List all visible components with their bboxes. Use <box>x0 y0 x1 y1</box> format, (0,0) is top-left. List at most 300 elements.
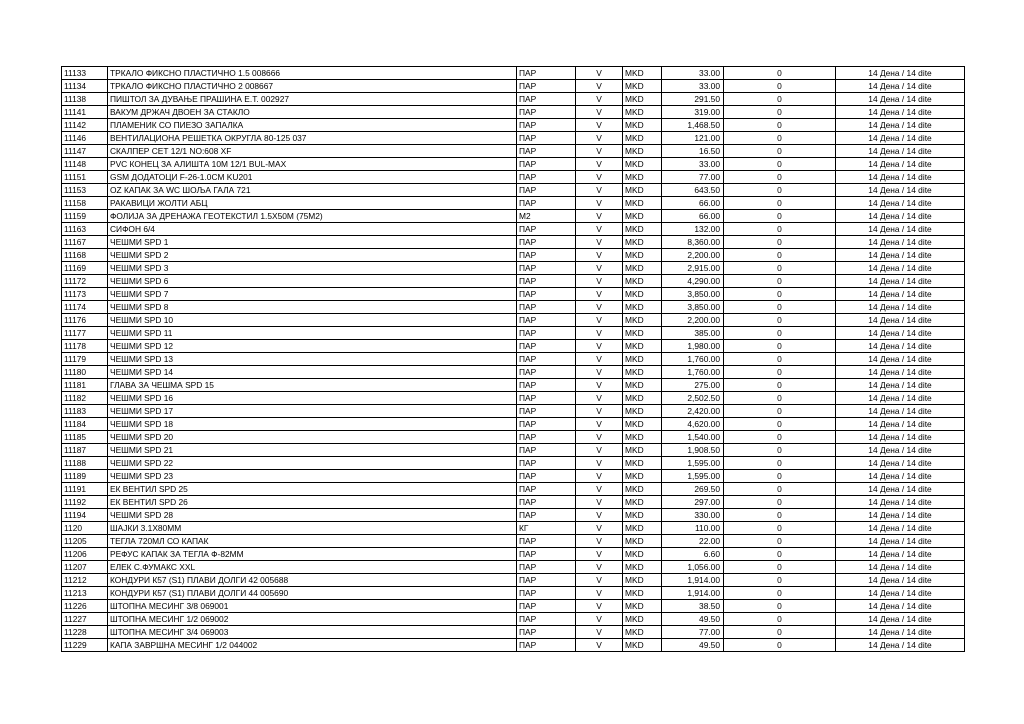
item-code-cell: 11229 <box>62 639 108 652</box>
delivery-term-cell: 14 Дена / 14 dite <box>836 561 965 574</box>
currency-cell: MKD <box>623 548 662 561</box>
currency-cell: MKD <box>623 379 662 392</box>
delivery-term-cell: 14 Дена / 14 dite <box>836 236 965 249</box>
table-row <box>62 236 965 249</box>
item-name-cell: КАПА ЗАВРШНА МЕСИНГ 1/2 044002 <box>108 639 517 652</box>
table-row <box>62 613 965 626</box>
currency-cell: MKD <box>623 288 662 301</box>
v-cell: V <box>576 639 623 652</box>
item-name-cell: ПИШТОЛ ЗА ДУВАЊЕ ПРАШИНА Е.Т. 002927 <box>108 93 517 106</box>
price-cell: 2,502.50 <box>662 392 724 405</box>
unit-cell: ПАР <box>517 496 576 509</box>
table-row <box>62 561 965 574</box>
item-code-cell: 11205 <box>62 535 108 548</box>
table-row <box>62 574 965 587</box>
quantity-cell: 0 <box>724 548 836 561</box>
quantity-cell: 0 <box>724 496 836 509</box>
price-cell: 2,200.00 <box>662 249 724 262</box>
item-name-cell: PVC КОНЕЦ ЗА АЛИШТА 10М 12/1 BUL-MAX <box>108 158 517 171</box>
price-cell: 33.00 <box>662 67 724 80</box>
price-cell: 297.00 <box>662 496 724 509</box>
quantity-cell: 0 <box>724 405 836 418</box>
delivery-term-cell: 14 Дена / 14 dite <box>836 106 965 119</box>
currency-cell: MKD <box>623 587 662 600</box>
v-cell: V <box>576 314 623 327</box>
quantity-cell: 0 <box>724 340 836 353</box>
item-code-cell: 11183 <box>62 405 108 418</box>
table-row <box>62 119 965 132</box>
delivery-term-cell: 14 Дена / 14 dite <box>836 353 965 366</box>
item-code-cell: 11172 <box>62 275 108 288</box>
price-cell: 3,850.00 <box>662 288 724 301</box>
v-cell: V <box>576 379 623 392</box>
delivery-term-cell: 14 Дена / 14 dite <box>836 639 965 652</box>
item-code-cell: 11148 <box>62 158 108 171</box>
currency-cell: MKD <box>623 639 662 652</box>
item-name-cell: ЧЕШМИ SPD 23 <box>108 470 517 483</box>
v-cell: V <box>576 470 623 483</box>
currency-cell: MKD <box>623 431 662 444</box>
unit-cell: ПАР <box>517 353 576 366</box>
v-cell: V <box>576 223 623 236</box>
delivery-term-cell: 14 Дена / 14 dite <box>836 574 965 587</box>
item-code-cell: 11151 <box>62 171 108 184</box>
quantity-cell: 0 <box>724 171 836 184</box>
price-cell: 77.00 <box>662 626 724 639</box>
unit-cell: ПАР <box>517 483 576 496</box>
currency-cell: MKD <box>623 249 662 262</box>
delivery-term-cell: 14 Дена / 14 dite <box>836 197 965 210</box>
item-name-cell: СИФОН 6/4 <box>108 223 517 236</box>
currency-cell: MKD <box>623 197 662 210</box>
item-name-cell: ЕЛЕК С.ФУМАКС XXL <box>108 561 517 574</box>
item-name-cell: ЧЕШМИ SPD 28 <box>108 509 517 522</box>
price-cell: 1,468.50 <box>662 119 724 132</box>
item-name-cell: ЧЕШМИ SPD 22 <box>108 457 517 470</box>
item-code-cell: 11138 <box>62 93 108 106</box>
quantity-cell: 0 <box>724 119 836 132</box>
item-code-cell: 11192 <box>62 496 108 509</box>
price-cell: 1,908.50 <box>662 444 724 457</box>
delivery-term-cell: 14 Дена / 14 dite <box>836 288 965 301</box>
table-row <box>62 314 965 327</box>
item-code-cell: 11169 <box>62 262 108 275</box>
item-name-cell: ЧЕШМИ SPD 14 <box>108 366 517 379</box>
v-cell: V <box>576 262 623 275</box>
price-cell: 1,914.00 <box>662 587 724 600</box>
unit-cell: ПАР <box>517 509 576 522</box>
unit-cell: ПАР <box>517 600 576 613</box>
unit-cell: M2 <box>517 210 576 223</box>
v-cell: V <box>576 600 623 613</box>
table-row <box>62 587 965 600</box>
quantity-cell: 0 <box>724 600 836 613</box>
table-row <box>62 418 965 431</box>
item-code-cell: 11184 <box>62 418 108 431</box>
currency-cell: MKD <box>623 262 662 275</box>
item-code-cell: 11179 <box>62 353 108 366</box>
item-code-cell: 11188 <box>62 457 108 470</box>
unit-cell: ПАР <box>517 288 576 301</box>
unit-cell: ПАР <box>517 262 576 275</box>
currency-cell: MKD <box>623 223 662 236</box>
quantity-cell: 0 <box>724 262 836 275</box>
currency-cell: MKD <box>623 314 662 327</box>
table-row <box>62 80 965 93</box>
delivery-term-cell: 14 Дена / 14 dite <box>836 327 965 340</box>
delivery-term-cell: 14 Дена / 14 dite <box>836 522 965 535</box>
delivery-term-cell: 14 Дена / 14 dite <box>836 249 965 262</box>
unit-cell: ПАР <box>517 184 576 197</box>
item-name-cell: ПЛАМЕНИК СО ПИЕЗО ЗАПАЛКА <box>108 119 517 132</box>
unit-cell: ПАР <box>517 639 576 652</box>
item-code-cell: 11168 <box>62 249 108 262</box>
table-row <box>62 262 965 275</box>
price-cell: 1,056.00 <box>662 561 724 574</box>
quantity-cell: 0 <box>724 67 836 80</box>
currency-cell: MKD <box>623 470 662 483</box>
quantity-cell: 0 <box>724 561 836 574</box>
v-cell: V <box>576 574 623 587</box>
item-code-cell: 11142 <box>62 119 108 132</box>
item-name-cell: СКАЛПЕР СЕТ 12/1 NO:608 XF <box>108 145 517 158</box>
v-cell: V <box>576 353 623 366</box>
price-cell: 110.00 <box>662 522 724 535</box>
table-row <box>62 431 965 444</box>
delivery-term-cell: 14 Дена / 14 dite <box>836 314 965 327</box>
item-code-cell: 11147 <box>62 145 108 158</box>
quantity-cell: 0 <box>724 431 836 444</box>
table-row <box>62 366 965 379</box>
table-body <box>62 67 965 652</box>
item-code-cell: 11187 <box>62 444 108 457</box>
delivery-term-cell: 14 Дена / 14 dite <box>836 171 965 184</box>
delivery-term-cell: 14 Дена / 14 dite <box>836 275 965 288</box>
v-cell: V <box>576 288 623 301</box>
price-cell: 1,980.00 <box>662 340 724 353</box>
unit-cell: ПАР <box>517 613 576 626</box>
table-row <box>62 379 965 392</box>
table-row <box>62 392 965 405</box>
delivery-term-cell: 14 Дена / 14 dite <box>836 80 965 93</box>
quantity-cell: 0 <box>724 275 836 288</box>
v-cell: V <box>576 327 623 340</box>
currency-cell: MKD <box>623 236 662 249</box>
quantity-cell: 0 <box>724 392 836 405</box>
table-row <box>62 470 965 483</box>
delivery-term-cell: 14 Дена / 14 dite <box>836 509 965 522</box>
v-cell: V <box>576 587 623 600</box>
price-cell: 269.50 <box>662 483 724 496</box>
delivery-term-cell: 14 Дена / 14 dite <box>836 483 965 496</box>
currency-cell: MKD <box>623 444 662 457</box>
unit-cell: ПАР <box>517 366 576 379</box>
delivery-term-cell: 14 Дена / 14 dite <box>836 145 965 158</box>
item-name-cell: КОНДУРИ К57 (S1) ПЛАВИ ДОЛГИ 44 005690 <box>108 587 517 600</box>
item-name-cell: ЧЕШМИ SPD 6 <box>108 275 517 288</box>
table-row <box>62 496 965 509</box>
delivery-term-cell: 14 Дена / 14 dite <box>836 626 965 639</box>
v-cell: V <box>576 561 623 574</box>
price-cell: 2,420.00 <box>662 405 724 418</box>
item-code-cell: 11189 <box>62 470 108 483</box>
item-name-cell: ШТОПНА МЕСИНГ 1/2 069002 <box>108 613 517 626</box>
item-code-cell: 11227 <box>62 613 108 626</box>
quantity-cell: 0 <box>724 301 836 314</box>
quantity-cell: 0 <box>724 470 836 483</box>
item-name-cell: ТРКАЛО ФИКСНО ПЛАСТИЧНО 1.5 008666 <box>108 67 517 80</box>
unit-cell: ПАР <box>517 548 576 561</box>
item-code-cell: 11212 <box>62 574 108 587</box>
quantity-cell: 0 <box>724 236 836 249</box>
table-row <box>62 171 965 184</box>
delivery-term-cell: 14 Дена / 14 dite <box>836 457 965 470</box>
v-cell: V <box>576 522 623 535</box>
delivery-term-cell: 14 Дена / 14 dite <box>836 340 965 353</box>
item-code-cell: 11158 <box>62 197 108 210</box>
quantity-cell: 0 <box>724 457 836 470</box>
delivery-term-cell: 14 Дена / 14 dite <box>836 301 965 314</box>
item-name-cell: ЧЕШМИ SPD 11 <box>108 327 517 340</box>
unit-cell: ПАР <box>517 67 576 80</box>
delivery-term-cell: 14 Дена / 14 dite <box>836 262 965 275</box>
unit-cell: ПАР <box>517 223 576 236</box>
v-cell: V <box>576 171 623 184</box>
price-cell: 38.50 <box>662 600 724 613</box>
table-row <box>62 67 965 80</box>
item-code-cell: 11191 <box>62 483 108 496</box>
item-code-cell: 11194 <box>62 509 108 522</box>
currency-cell: MKD <box>623 509 662 522</box>
table-row <box>62 197 965 210</box>
item-code-cell: 11182 <box>62 392 108 405</box>
item-code-cell: 11141 <box>62 106 108 119</box>
currency-cell: MKD <box>623 93 662 106</box>
item-code-cell: 11173 <box>62 288 108 301</box>
currency-cell: MKD <box>623 145 662 158</box>
quantity-cell: 0 <box>724 535 836 548</box>
item-name-cell: GSM ДОДАТОЦИ F-26-1.0CM KU201 <box>108 171 517 184</box>
price-cell: 385.00 <box>662 327 724 340</box>
price-cell: 4,290.00 <box>662 275 724 288</box>
item-code-cell: 11180 <box>62 366 108 379</box>
delivery-term-cell: 14 Дена / 14 dite <box>836 418 965 431</box>
currency-cell: MKD <box>623 418 662 431</box>
item-code-cell: 1120 <box>62 522 108 535</box>
item-code-cell: 11163 <box>62 223 108 236</box>
item-name-cell: ЧЕШМИ SPD 17 <box>108 405 517 418</box>
item-code-cell: 11178 <box>62 340 108 353</box>
currency-cell: MKD <box>623 353 662 366</box>
delivery-term-cell: 14 Дена / 14 dite <box>836 379 965 392</box>
quantity-cell: 0 <box>724 418 836 431</box>
table-row <box>62 535 965 548</box>
v-cell: V <box>576 249 623 262</box>
delivery-term-cell: 14 Дена / 14 dite <box>836 158 965 171</box>
table-row <box>62 249 965 262</box>
table-row <box>62 340 965 353</box>
delivery-term-cell: 14 Дена / 14 dite <box>836 444 965 457</box>
table-row <box>62 626 965 639</box>
price-cell: 1,760.00 <box>662 366 724 379</box>
price-cell: 1,595.00 <box>662 470 724 483</box>
delivery-term-cell: 14 Дена / 14 dite <box>836 431 965 444</box>
item-code-cell: 11206 <box>62 548 108 561</box>
v-cell: V <box>576 197 623 210</box>
unit-cell: ПАР <box>517 626 576 639</box>
delivery-term-cell: 14 Дена / 14 dite <box>836 223 965 236</box>
quantity-cell: 0 <box>724 379 836 392</box>
v-cell: V <box>576 431 623 444</box>
item-name-cell: ЧЕШМИ SPD 12 <box>108 340 517 353</box>
price-cell: 121.00 <box>662 132 724 145</box>
item-name-cell: ЧЕШМИ SPD 21 <box>108 444 517 457</box>
quantity-cell: 0 <box>724 80 836 93</box>
unit-cell: ПАР <box>517 535 576 548</box>
unit-cell: ПАР <box>517 457 576 470</box>
unit-cell: ПАР <box>517 171 576 184</box>
price-cell: 3,850.00 <box>662 301 724 314</box>
item-name-cell: OZ КАПАК ЗА WC ШОЉА ГАЛА 721 <box>108 184 517 197</box>
unit-cell: ПАР <box>517 470 576 483</box>
price-cell: 2,915.00 <box>662 262 724 275</box>
price-cell: 8,360.00 <box>662 236 724 249</box>
item-code-cell: 11159 <box>62 210 108 223</box>
v-cell: V <box>576 184 623 197</box>
quantity-cell: 0 <box>724 522 836 535</box>
item-name-cell: ЧЕШМИ SPD 18 <box>108 418 517 431</box>
table-row <box>62 405 965 418</box>
v-cell: V <box>576 392 623 405</box>
price-cell: 1,760.00 <box>662 353 724 366</box>
unit-cell: ПАР <box>517 197 576 210</box>
currency-cell: MKD <box>623 327 662 340</box>
item-code-cell: 11177 <box>62 327 108 340</box>
table-row <box>62 483 965 496</box>
unit-cell: ПАР <box>517 444 576 457</box>
price-cell: 2,200.00 <box>662 314 724 327</box>
currency-cell: MKD <box>623 210 662 223</box>
v-cell: V <box>576 405 623 418</box>
currency-cell: MKD <box>623 106 662 119</box>
item-code-cell: 11213 <box>62 587 108 600</box>
price-cell: 1,540.00 <box>662 431 724 444</box>
table-row <box>62 145 965 158</box>
currency-cell: MKD <box>623 275 662 288</box>
v-cell: V <box>576 535 623 548</box>
item-name-cell: ТЕГЛА 720МЛ СО КАПАК <box>108 535 517 548</box>
quantity-cell: 0 <box>724 587 836 600</box>
delivery-term-cell: 14 Дена / 14 dite <box>836 496 965 509</box>
unit-cell: ПАР <box>517 340 576 353</box>
item-code-cell: 11228 <box>62 626 108 639</box>
price-cell: 1,595.00 <box>662 457 724 470</box>
item-code-cell: 11133 <box>62 67 108 80</box>
currency-cell: MKD <box>623 561 662 574</box>
v-cell: V <box>576 457 623 470</box>
table-row <box>62 639 965 652</box>
unit-cell: ПАР <box>517 392 576 405</box>
delivery-term-cell: 14 Дена / 14 dite <box>836 405 965 418</box>
table-row <box>62 223 965 236</box>
price-cell: 33.00 <box>662 158 724 171</box>
quantity-cell: 0 <box>724 327 836 340</box>
v-cell: V <box>576 158 623 171</box>
quantity-cell: 0 <box>724 288 836 301</box>
item-name-cell: ЕК ВЕНТИЛ SPD 26 <box>108 496 517 509</box>
item-code-cell: 11176 <box>62 314 108 327</box>
unit-cell: ПАР <box>517 249 576 262</box>
v-cell: V <box>576 275 623 288</box>
price-cell: 6.60 <box>662 548 724 561</box>
item-name-cell: ЧЕШМИ SPD 16 <box>108 392 517 405</box>
price-cell: 22.00 <box>662 535 724 548</box>
delivery-term-cell: 14 Дена / 14 dite <box>836 184 965 197</box>
item-name-cell: ШТОПНА МЕСИНГ 3/4 069003 <box>108 626 517 639</box>
delivery-term-cell: 14 Дена / 14 dite <box>836 613 965 626</box>
price-cell: 49.50 <box>662 613 724 626</box>
price-cell: 4,620.00 <box>662 418 724 431</box>
table-row <box>62 210 965 223</box>
delivery-term-cell: 14 Дена / 14 dite <box>836 366 965 379</box>
unit-cell: ПАР <box>517 132 576 145</box>
price-cell: 33.00 <box>662 80 724 93</box>
unit-cell: ПАР <box>517 301 576 314</box>
v-cell: V <box>576 301 623 314</box>
v-cell: V <box>576 626 623 639</box>
item-code-cell: 11174 <box>62 301 108 314</box>
price-list-table <box>61 66 965 652</box>
price-cell: 66.00 <box>662 210 724 223</box>
v-cell: V <box>576 145 623 158</box>
price-cell: 643.50 <box>662 184 724 197</box>
item-name-cell: ЧЕШМИ SPD 8 <box>108 301 517 314</box>
unit-cell: ПАР <box>517 93 576 106</box>
delivery-term-cell: 14 Дена / 14 dite <box>836 210 965 223</box>
v-cell: V <box>576 93 623 106</box>
item-name-cell: ВЕНТИЛАЦИОНА РЕШЕТКА ОКРУГЛА 80-125 037 <box>108 132 517 145</box>
item-name-cell: ЧЕШМИ SPD 13 <box>108 353 517 366</box>
v-cell: V <box>576 340 623 353</box>
unit-cell: ПАР <box>517 145 576 158</box>
v-cell: V <box>576 236 623 249</box>
quantity-cell: 0 <box>724 626 836 639</box>
currency-cell: MKD <box>623 535 662 548</box>
item-code-cell: 11207 <box>62 561 108 574</box>
price-cell: 1,914.00 <box>662 574 724 587</box>
currency-cell: MKD <box>623 132 662 145</box>
quantity-cell: 0 <box>724 145 836 158</box>
item-code-cell: 11153 <box>62 184 108 197</box>
delivery-term-cell: 14 Дена / 14 dite <box>836 93 965 106</box>
quantity-cell: 0 <box>724 132 836 145</box>
table-row <box>62 444 965 457</box>
unit-cell: ПАР <box>517 275 576 288</box>
quantity-cell: 0 <box>724 613 836 626</box>
table-row <box>62 158 965 171</box>
unit-cell: ПАР <box>517 587 576 600</box>
table-row <box>62 184 965 197</box>
price-cell: 66.00 <box>662 197 724 210</box>
item-code-cell: 11226 <box>62 600 108 613</box>
unit-cell: ПАР <box>517 80 576 93</box>
currency-cell: MKD <box>623 613 662 626</box>
delivery-term-cell: 14 Дена / 14 dite <box>836 67 965 80</box>
item-code-cell: 11134 <box>62 80 108 93</box>
table-row <box>62 301 965 314</box>
quantity-cell: 0 <box>724 509 836 522</box>
delivery-term-cell: 14 Дена / 14 dite <box>836 587 965 600</box>
